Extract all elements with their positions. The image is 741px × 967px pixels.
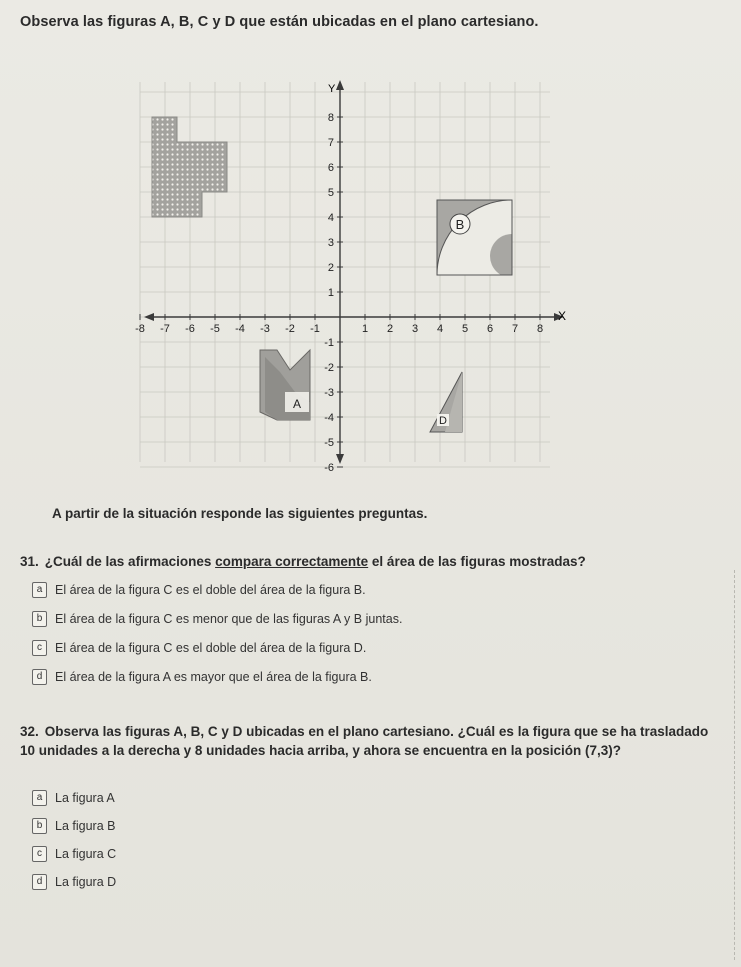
x-tick-label: -1 (310, 323, 320, 335)
q32-option-b-text: La figura B (55, 819, 116, 833)
y-tick-label: -2 (324, 362, 334, 374)
figure-b-label: B (455, 217, 465, 232)
figure-a-label: A (292, 397, 302, 411)
q31-option-a[interactable] (32, 582, 366, 598)
x-tick-label: -5 (210, 323, 220, 335)
x-tick-label: 4 (436, 323, 444, 335)
q31-option-c-text: El área de la figura C es el doble del área de la figura D. (55, 641, 367, 655)
q31-option-d[interactable] (32, 669, 372, 685)
q32-option-d-text: La figura D (55, 875, 117, 889)
question-31-post: el área de las figuras mostradas? (368, 554, 586, 569)
question-31-title (20, 552, 730, 571)
q32-option-a-letter[interactable]: a (32, 790, 47, 806)
x-tick-label: 6 (486, 323, 494, 335)
cartesian-plane (135, 72, 580, 474)
y-tick-label: 6 (327, 162, 334, 174)
y-tick-label: 1 (327, 287, 334, 299)
x-axis-label: X (558, 309, 567, 323)
y-tick-label: 2 (327, 262, 334, 274)
y-tick-label: 5 (327, 187, 334, 199)
x-tick-label: -2 (285, 323, 295, 335)
q31-option-d-letter[interactable]: d (32, 669, 47, 685)
figure-a (260, 350, 310, 420)
y-tick-label: -5 (324, 437, 334, 449)
y-axis-arrow-up (336, 80, 344, 90)
y-tick-label: -3 (324, 387, 334, 399)
q31-option-d-text: El área de la figura A es mayor que el área de la figura B. (55, 670, 372, 684)
y-tick-label: 4 (327, 212, 334, 224)
q31-option-c-letter[interactable]: c (32, 640, 47, 656)
q32-option-a[interactable] (32, 790, 115, 806)
q32-option-b-letter[interactable]: b (32, 818, 47, 834)
x-tick-label: 7 (511, 323, 519, 335)
y-tick-label: -1 (324, 337, 334, 349)
y-tick-label: -6 (324, 462, 334, 474)
x-tick-label: -4 (235, 323, 245, 335)
q31-option-b-text: El área de la figura C es menor que de las figuras A y B juntas. (55, 612, 403, 626)
q31-option-c[interactable] (32, 640, 366, 656)
x-tick-label: -3 (260, 323, 270, 335)
figure-c (152, 117, 227, 217)
q31-option-a-text: El área de la figura C es el doble del área de la figura B. (55, 583, 366, 597)
question-31-underlined: compara correctamente (215, 554, 369, 569)
y-tick-label: 7 (327, 137, 334, 149)
x-tick-label: -8 (135, 323, 145, 335)
question-31-number: 31. (20, 554, 39, 569)
x-tick-label: -6 (185, 323, 195, 335)
question-32-text: Observa las figuras A, B, C y D ubicadas en el plano cartesiano. ¿Cuál es la figura que se ha trasladado 10 unidades a la derecha y 8 unidades hacia arriba, y ahora se encuentra en la posición (7,3)? (20, 724, 709, 758)
x-tick-label: 2 (386, 323, 394, 335)
x-tick-label: 5 (461, 323, 469, 335)
y-axis-arrow-down (336, 454, 344, 464)
question-32-number: 32. (20, 724, 39, 739)
x-tick-label: 1 (361, 323, 369, 335)
y-tick-label: -4 (324, 412, 334, 424)
question-32-title (20, 722, 720, 760)
intro-text: Observa las figuras A, B, C y D que están ubicadas en el plano cartesiano. (20, 14, 539, 30)
y-axis-label: Y (328, 83, 336, 95)
y-tick-label: 3 (327, 237, 334, 249)
figure-b (437, 200, 534, 278)
q31-option-a-letter[interactable]: a (32, 582, 47, 598)
q32-option-c-text: La figura C (55, 847, 117, 861)
question-31-pre: ¿Cuál de las afirmaciones (44, 554, 216, 569)
q32-option-d[interactable] (32, 874, 116, 890)
x-axis-arrow-left (144, 313, 154, 321)
y-tick-label: 8 (327, 112, 334, 124)
q32-option-a-text: La figura A (55, 791, 115, 805)
lead-text: A partir de la situación responde las siguientes preguntas. (52, 506, 428, 521)
page-edge-divider (733, 570, 735, 960)
x-tick-label: 8 (536, 323, 544, 335)
x-tick-label: -7 (160, 323, 170, 335)
q32-option-c-letter[interactable]: c (32, 846, 47, 862)
x-tick-label: 3 (411, 323, 419, 335)
q31-option-b-letter[interactable]: b (32, 611, 47, 627)
q32-option-d-letter[interactable]: d (32, 874, 47, 890)
q31-option-b[interactable] (32, 611, 402, 627)
figure-d-label: D (439, 415, 447, 427)
q32-option-b[interactable] (32, 818, 115, 834)
q32-option-c[interactable] (32, 846, 116, 862)
